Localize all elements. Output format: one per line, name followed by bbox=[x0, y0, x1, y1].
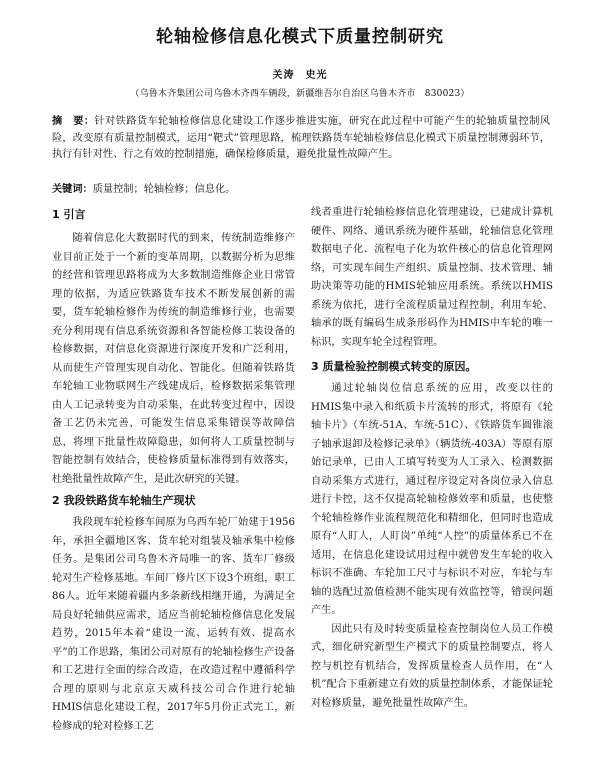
abstract-label: 摘 要： bbox=[52, 116, 95, 127]
right-column bbox=[311, 204, 553, 713]
left-column bbox=[52, 204, 295, 736]
paper-title: 轮轴检修信息化模式下质量控制研究 bbox=[156, 27, 444, 47]
authors: 关涛 史光 bbox=[272, 70, 328, 81]
abstract bbox=[52, 114, 550, 164]
section-2-paragraph: 我段现车轮检修车间原为乌西车轮厂始建于1956年，承担全疆地区客、货车轮对组装及轴承集中检修任务。是集团公司乌鲁木齐局唯一的客、货车厂修级轮对生产检修基地。车间厂修片区下设3个班组，职工86人。近年来随着疆内多条新线相继开通，为满足全局良好轮轴供应需求，适应当前轮轴检修信息化发展趋势，2015年本着“建设一流、运转有效、提高水平”的工作思路，集团公司对原有的轮轴检修生产设备和工艺进行全面的综合改造，在改造过程中遵循科学合理的原则与北京京天威科技公司合作进行轮轴HMIS信息化建设工程，2017年5月份正式完工，新检修成的轮对检修工艺 bbox=[52, 517, 295, 732]
keywords bbox=[52, 182, 550, 199]
section-3-title: 3 质量检验控制模式转变的原因。 bbox=[311, 360, 477, 373]
continued-paragraph: 线者重进行轮轴检修信息化管理建设，已建成计算机硬件、网络、通讯系统为硬件基础，轮轴信息化管理数据电子化、流程电子化为软件核心的信息化管理网络，可实现车间生产组织、质量控制、技术管理、辅助决策等功能的HMIS轮轴应用系统。系统以HMIS系统为依托，进行全流程质量过程控制，利用车轮、轴承的既有编码生成条形码作为HMIS中车轮的唯一标识，实现车轮全过程管理。 bbox=[311, 207, 553, 348]
section-3-paragraph-2: 因此只有及时转变质量检查控制岗位人员工作模式，细化研究新型生产模式下的质量控制要点，将人控与机控有机结合，发挥质量检查人员作用，在“人机”配合下重新建立有效的质量控制体系，才能保证轮对检修质量，避免批量性故障产生。 bbox=[311, 623, 553, 709]
section-1-title: 1 引言 bbox=[52, 208, 86, 221]
section-3-paragraph-1: 通过轮轴岗位信息系统的应用，改变以往的HMIS集中录入和纸质卡片流转的形式，将原有《轮轴卡片》（车统-51A、车统-51C）、《铁路货车圆锥滚子轴承退卸及检修记录单》（辆货统-403A）等原有原始记录单，已由人工填写转变为人工录入、检测数据自动采集方式进行，通过程序设定对各岗位录入信息进行卡控，这不仅提高轮轴检修效率和质量，也使整个轮轴检修作业流程规范化和精细化，但同时也造成原有“人盯人，人盯岗”单纯“人控”的质量体系已不在适用，在信息化建设试用过程中就曾发生车轮的收入标识不准确、车轮加工尺寸与标识不对应，车轮与车轴的选配过盈值检测不能实现有效监控等，错误问题产生。 bbox=[311, 383, 553, 616]
affiliation: （乌鲁木齐集团公司乌鲁木齐西车辆段，新疆维吾尔自治区乌鲁木齐市 830023） bbox=[130, 89, 470, 99]
keywords-label: 关键词： bbox=[52, 184, 93, 195]
section-1-paragraph: 随着信息化大数据时代的到来，传统制造维修产业目前正处于一个新的变革周期，以数据分析为思维的经营和管理思路将成为大多数制造维修企业日常管理的依据，为适应铁路货车技术不断发展创新的需要，货车轮轴检修作为传统的制造维修行业，也需要充分利用现有信息系统资源和各智能检修工装设备的检修数据，对信息化资源进行深度开发和广泛利用，从而使生产管理实现自动化、智能化。但随着铁路货车轮轴工业物联网生产线建成后，检修数据采集管理由人工记录转变为自动采集，在此转变过程中，因设备工艺仍未完善，可能发生信息采集错误等故障信息，将埋下批量性故障隐患，如何将人工质量控制与智能控制有效结合，使检修质量标准得到有效落实，杜绝批量性故障产生，是此次研究的关键。 bbox=[52, 233, 295, 485]
abstract-text: 针对铁路货车轮轴检修信息化建设工作逐步推进实施，研究在此过程中可能产生的轮轴质量控制风险，改变原有质量控制模式，运用“靶式”管理思路，梳理铁路货车轮轴检修信息化模式下质量控制薄弱环节，执行有针对性、行之有效的控制措施，确保检修质量，避免批量性故障产生。 bbox=[52, 116, 550, 160]
keywords-text: 质量控制；轮轴检修；信息化。 bbox=[92, 184, 236, 195]
section-2-title: 2 我段铁路货车轮轴生产现状 bbox=[52, 494, 196, 507]
